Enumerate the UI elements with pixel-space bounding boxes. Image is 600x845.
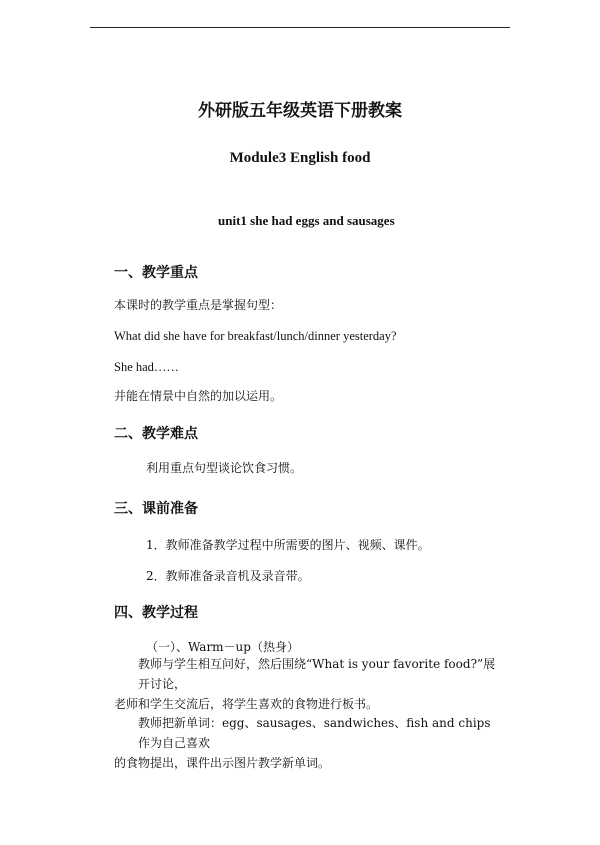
warm-up-paragraph [114,654,506,714]
module-title: Module3 English food [229,150,371,166]
preparation-item: 1．教师准备教学过程中所需要的图片、视频、课件。 [146,538,430,552]
preparation-item: 2．教师准备录音机及录音带。 [146,569,310,583]
key-points-line: 本课时的教学重点是掌握句型： [114,298,283,312]
paragraph-line: 老师和学生交流后，将学生喜欢的食物进行板书。 [114,697,379,711]
unit-title: unit1 she had eggs and sausages [218,213,395,228]
section-heading-preparation: 三、课前准备 [114,501,198,517]
key-points-line: 并能在情景中自然的加以运用。 [114,389,283,403]
paragraph-line: 教师与学生相互问好，然后围绕“What is your favorite food?”展开讨论， [138,657,496,691]
section-heading-key-points: 一、教学重点 [114,265,198,281]
difficulties-line: 利用重点句型谈论饮食习惯。 [146,461,303,475]
key-points-line: She had…… [114,360,179,374]
new-words-paragraph [114,713,506,773]
paragraph-line: 的食物提出，课件出示图片教学新单词。 [114,756,331,770]
document-title: 外研版五年级英语下册教案 [198,101,402,121]
section-heading-difficulties: 二、教学难点 [114,426,198,442]
key-points-line: What did she have for breakfast/lunch/dinner yesterday? [114,329,397,343]
section-heading-process: 四、教学过程 [114,605,198,621]
paragraph-line: 教师把新单词：egg、sausages、sandwiches、fish and chips 作为自己喜欢 [138,716,491,750]
header-rule [90,27,510,28]
warm-up-subheading: （一）、Warm－up（热身） [146,640,299,654]
